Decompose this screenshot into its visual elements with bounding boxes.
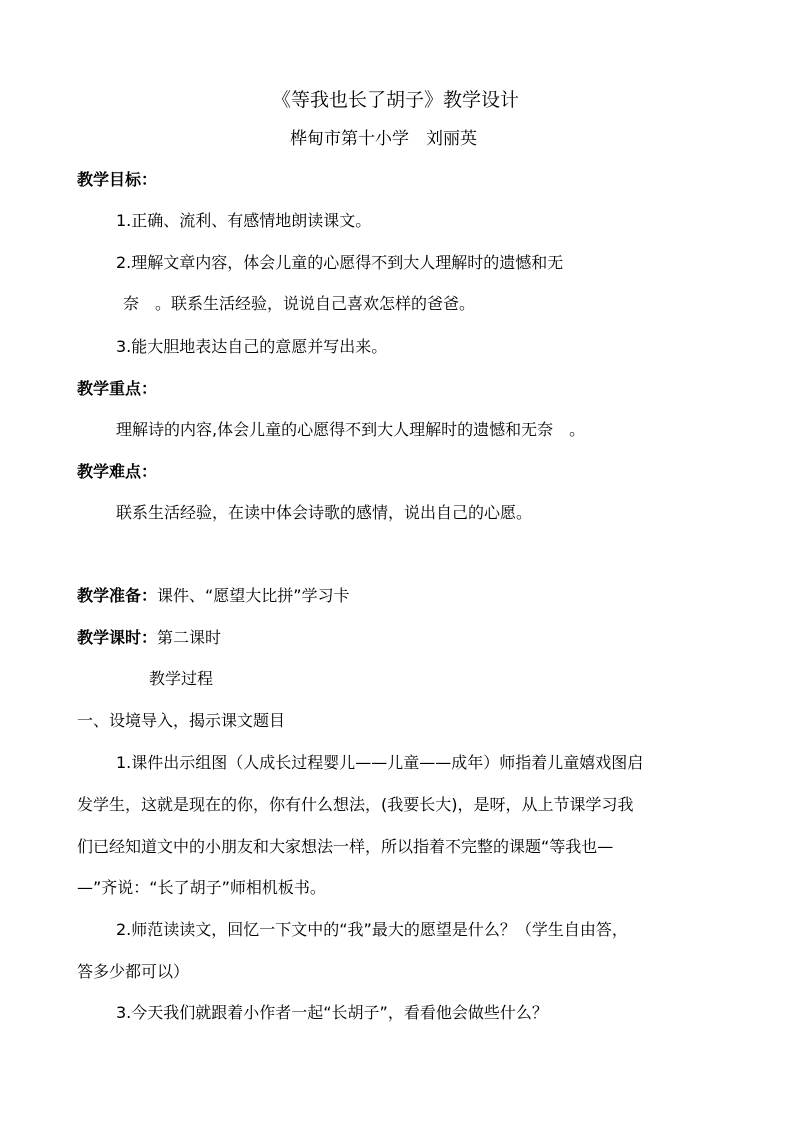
objective-item-continuation: 奈 。联系生活经验，说说自己喜欢怎样的爸爸。 — [123, 294, 476, 313]
page-title: 《等我也长了胡子》教学设计 — [272, 89, 520, 111]
difficulties-heading: 教学难点： — [77, 462, 158, 481]
objectives-heading: 教学目标： — [77, 170, 158, 189]
difficulties-text: 联系生活经验，在读中体会诗歌的感情，说出自己的心愿。 — [116, 503, 533, 522]
author-line: 桦甸市第十小学 刘丽英 — [290, 129, 477, 149]
lesson-time-line — [77, 628, 221, 648]
objective-item: 2.理解文章内容，体会儿童的心愿得不到大人理解时的遗憾和无 — [116, 253, 564, 272]
preparation-value: 课件、“愿望大比拼”学习卡 — [157, 586, 350, 605]
paragraph-line: 3.今天我们就跟着小作者一起“长胡子”，看看他会做些什么？ — [116, 1003, 548, 1022]
key-points-heading: 教学重点： — [77, 379, 158, 398]
preparation-label: 教学准备： — [77, 586, 158, 605]
objective-item: 3.能大胆地表达自己的意愿并写出来。 — [116, 337, 388, 356]
key-points-text: 理解诗的内容,体会儿童的心愿得不到大人理解时的遗憾和无奈 。 — [116, 420, 586, 439]
paragraph-line: —”齐说：“长了胡子”师相机板书。 — [77, 878, 326, 897]
objective-item: 1.正确、流利、有感情地朗读课文。 — [116, 211, 372, 230]
paragraph-line: 发学生，这就是现在的你，你有什么想法，(我要长大)，是呀，从上节课学习我 — [77, 795, 634, 814]
paragraph-line: 答多少都可以） — [77, 962, 190, 981]
lesson-time-label: 教学课时： — [77, 628, 158, 647]
paragraph-line: 们已经知道文中的小朋友和大家想法一样，所以指着不完整的课题“等我也— — [77, 837, 614, 856]
process-heading: 教学过程 — [149, 669, 214, 688]
section-1-title: 一、设境导入，揭示课文题目 — [77, 711, 286, 730]
paragraph-line: 1.课件出示组图（人成长过程婴儿——儿童——成年）师指着儿童嬉戏图启 — [116, 753, 644, 772]
paragraph-line: 2.师范读读文，回忆一下文中的“我”最大的愿望是什么？（学生自由答， — [116, 920, 628, 939]
lesson-time-value: 第二课时 — [157, 628, 222, 647]
preparation-line — [77, 586, 350, 606]
